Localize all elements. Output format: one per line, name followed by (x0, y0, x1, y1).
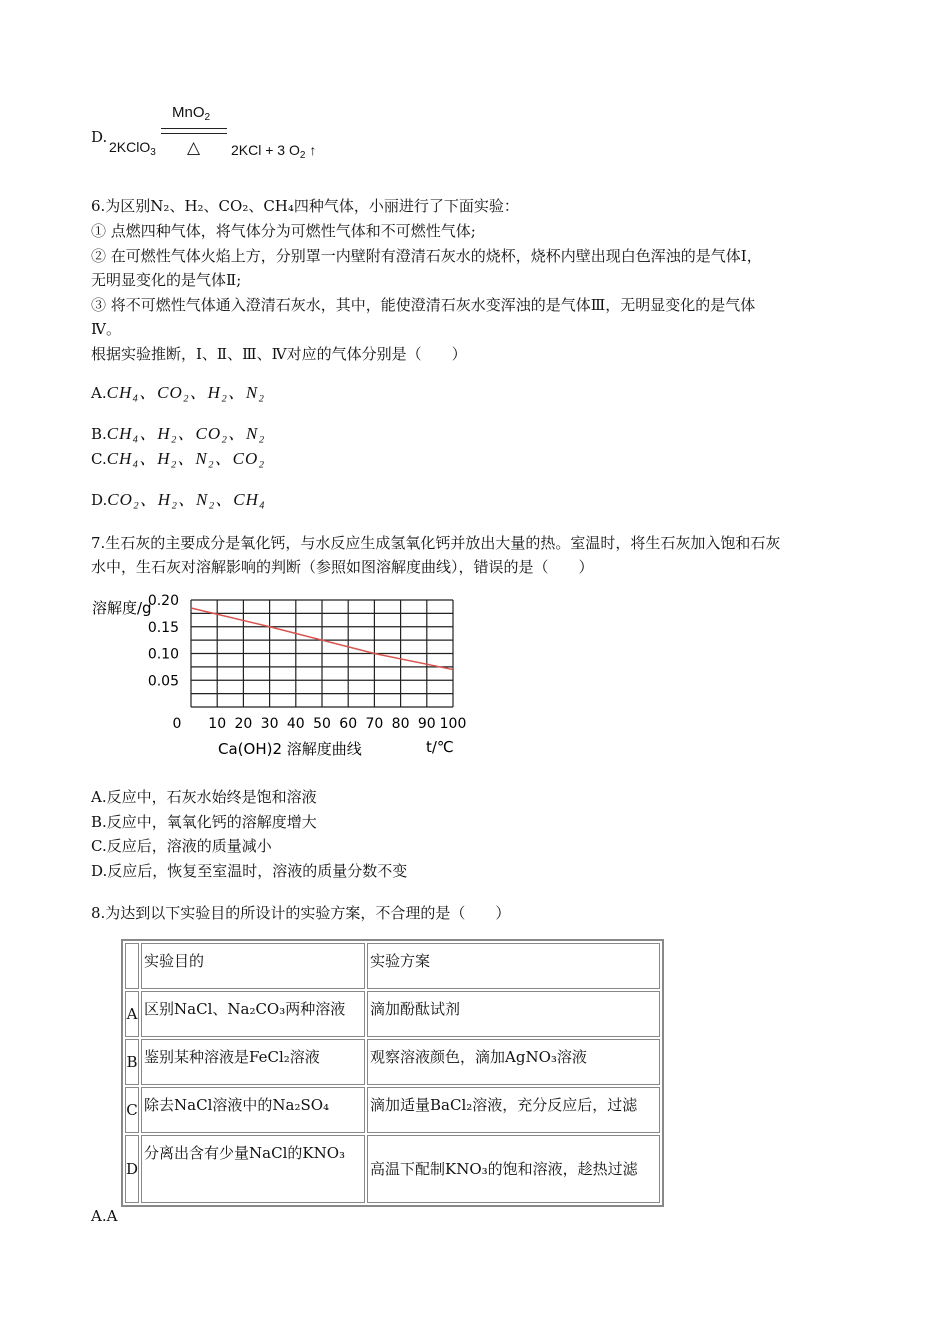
option-label: D. (91, 128, 108, 146)
q6-stem: 6.为区别N₂、H₂、CO₂、CH₄四种气体，小丽进行了下面实验： (91, 197, 519, 215)
row-plan: 滴加适量BaCl₂溶液，充分反应后，过滤 (367, 1087, 660, 1133)
x-tick-label: 10 (208, 716, 227, 732)
q6-step1: ① 点燃四种气体，将气体分为可燃性气体和不可燃性气体; (91, 222, 476, 240)
q6-step2-line2: 无明显变化的是气体Ⅱ; (91, 271, 242, 289)
equation-option-d (91, 104, 351, 164)
q7-option-a[interactable]: A.反应中，石灰水始终是饱和溶液 (91, 788, 317, 806)
x-tick-label: 20 (234, 716, 253, 732)
table-row (125, 1135, 660, 1203)
row-purpose: 鉴别某种溶液是FeCl₂溶液 (141, 1039, 365, 1085)
q7-stem-line2: 水中，生石灰对溶解影响的判断（参照如图溶解度曲线），错误的是（ ） (91, 558, 594, 576)
q7-option-c[interactable]: C.反应后，溶液的质量减小 (91, 837, 272, 855)
x-tick-label: 70 (365, 716, 384, 732)
y-tick-labels (148, 593, 179, 689)
q6-option-c[interactable]: C.CH₄、H₂、N₂、CO₂ (91, 449, 266, 468)
row-purpose: 分离出含有少量NaCl的KNO₃ (141, 1135, 365, 1203)
heat-symbol: △ (187, 138, 201, 158)
q7-stem-line1: 7.生石灰的主要成分是氧化钙，与水反应生成氢氧化钙并放出大量的热。室温时，将生石灰加入饱和石灰 (91, 534, 781, 552)
q6-option-a[interactable]: A.CH₄、CO₂、H₂、N₂ (91, 383, 266, 402)
equals-bar-bottom (161, 133, 227, 134)
x-tick-label: 90 (417, 716, 436, 732)
table-header-row (125, 943, 660, 989)
equation-reactant: 2KClO$_3$ (109, 139, 156, 158)
y-tick-label: 0.10 (147, 646, 179, 663)
x-tick-label: 60 (339, 716, 358, 732)
header-purpose: 实验目的 (141, 943, 365, 989)
table-row (125, 1087, 660, 1133)
q6-step2-line1: ② 在可燃性气体火焰上方，分别罩一内壁附有澄清石灰水的烧杯，烧杯内壁出现白色浑浊的是气体Ⅰ， (91, 247, 762, 265)
row-plan: 滴加酚酞试剂 (367, 991, 660, 1037)
row-purpose: 区别NaCl、Na₂CO₃两种溶液 (141, 991, 365, 1037)
x-tick-label: 40 (286, 716, 305, 732)
y-axis-label: 溶解度/g (92, 599, 152, 617)
table-row (125, 1039, 660, 1085)
q7-option-d[interactable]: D.反应后，恢复至室温时，溶液的质量分数不变 (91, 862, 408, 880)
row-key: D (125, 1135, 139, 1203)
x-tick-label: 30 (260, 716, 279, 732)
chart-grid (191, 600, 453, 707)
chart-title: Ca(OH)2 溶解度曲线 (218, 740, 362, 758)
row-purpose: 除去NaCl溶液中的Na₂SO₄ (141, 1087, 365, 1133)
q6-step3-line1: ③ 将不可燃性气体通入澄清石灰水，其中，能使澄清石灰水变浑浊的是气体Ⅲ，无明显变化的是气体 (91, 296, 756, 314)
experiment-table (121, 939, 664, 1207)
solubility-chart (88, 590, 478, 762)
q6-option-b[interactable]: B.CH₄、H₂、CO₂、N₂ (91, 424, 266, 443)
q8-stem: 8.为达到以下实验目的所设计的实验方案，不合理的是（ ） (91, 904, 511, 922)
row-plan: 高温下配制KNO₃的饱和溶液，趁热过滤 (367, 1135, 660, 1203)
y-tick-label: 0.05 (147, 673, 179, 690)
q6-option-d[interactable]: D.CO₂、H₂、N₂、CH₄ (91, 490, 266, 509)
equation-catalyst: MnO$_2$ (172, 104, 211, 123)
q7-option-b[interactable]: B.反应中，氧氧化钙的溶解度增大 (91, 813, 317, 831)
row-key: C (125, 1087, 139, 1133)
row-key: A (125, 991, 139, 1037)
equals-bar-top (161, 128, 227, 129)
header-plan: 实验方案 (367, 943, 660, 989)
q6-question: 根据实验推断，Ⅰ、Ⅱ、Ⅲ、Ⅳ对应的气体分别是（ ） (91, 345, 467, 363)
x-axis-label: t/℃ (426, 738, 454, 756)
table-row (125, 991, 660, 1037)
x-tick-label: 0 (172, 716, 182, 732)
row-plan: 观察溶液颜色，滴加AgNO₃溶液 (367, 1039, 660, 1085)
y-tick-label: 0.20 (147, 593, 179, 609)
q8-option-a[interactable]: A.A (91, 1207, 118, 1225)
x-tick-label: 100 (439, 716, 467, 732)
row-key: B (125, 1039, 139, 1085)
q6-step3-line2: Ⅳ。 (91, 320, 121, 338)
x-tick-labels (173, 716, 467, 732)
x-tick-label: 80 (391, 716, 410, 732)
x-tick-label: 50 (313, 716, 331, 732)
equation-product: 2KCl + 3 $O_2$ ↑ (231, 142, 317, 161)
y-tick-label: 0.15 (147, 619, 179, 636)
header-key (125, 943, 139, 989)
